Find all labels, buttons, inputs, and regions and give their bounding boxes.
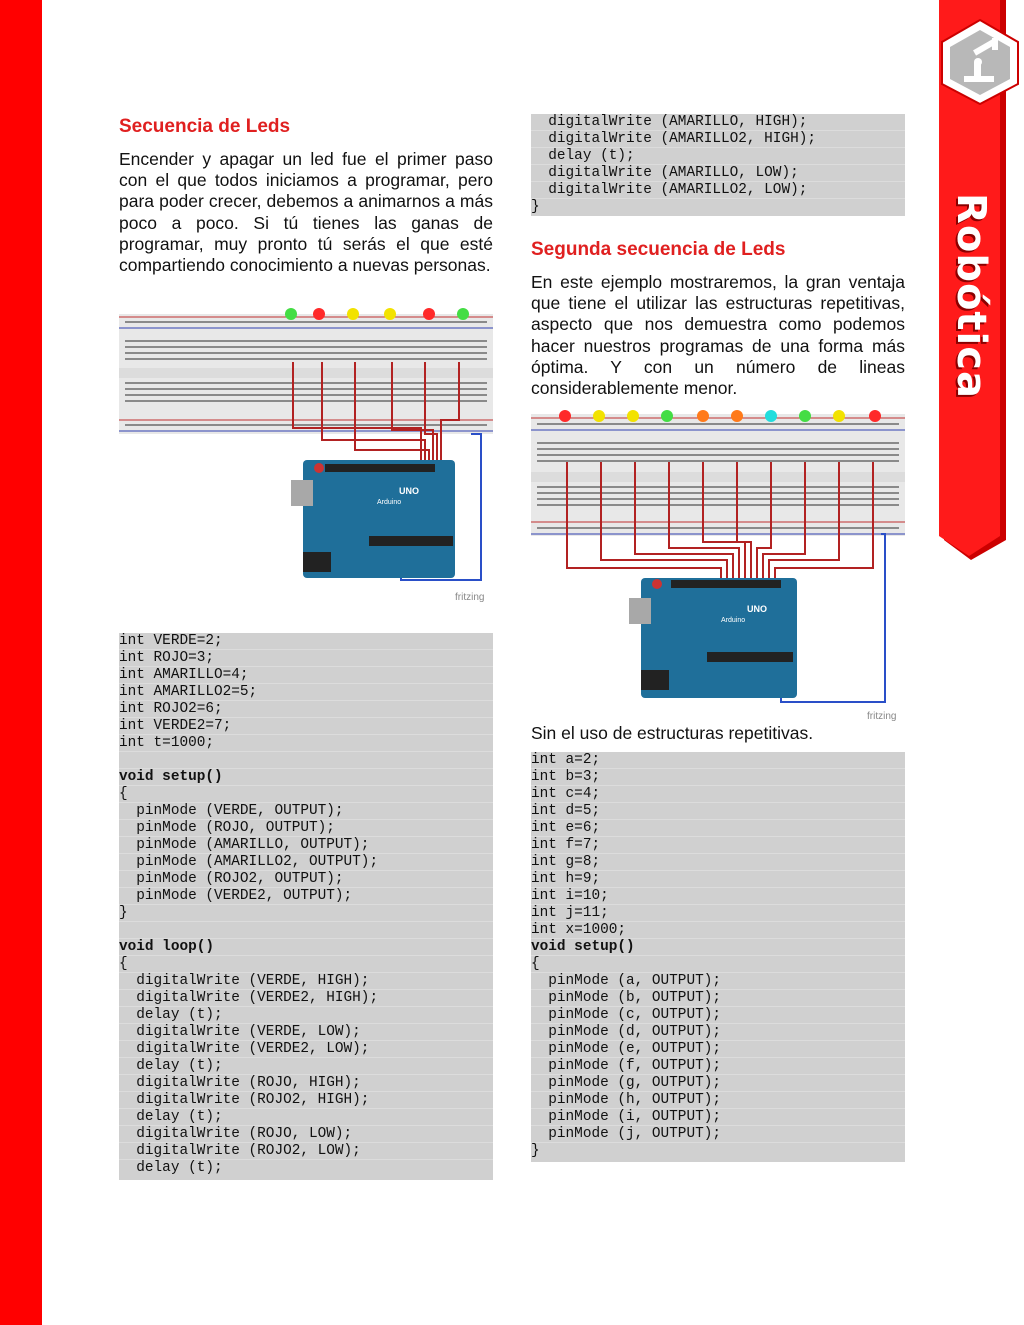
- code-line: pinMode (f, OUTPUT);: [531, 1058, 905, 1075]
- code-line: {: [119, 956, 493, 973]
- code-line: int ROJO2=6;: [119, 701, 493, 718]
- code-line: pinMode (AMARILLO2, OUTPUT);: [119, 854, 493, 871]
- board-model-label-2: UNO: [747, 604, 767, 614]
- code-line: pinMode (VERDE, OUTPUT);: [119, 803, 493, 820]
- code-line: int g=8;: [531, 854, 905, 871]
- code-line: digitalWrite (VERDE, HIGH);: [119, 973, 493, 990]
- left-paragraph: Encender y apagar un led fue el primer paso con el que todos iniciamos a programar, pero para poder crecer, debemos a animarnos a más poco a poco. Si tú tienes las ganas de programar, muy pronto tú serás el que esté compartiendo conocimiento a nuevas personas.: [119, 149, 493, 276]
- code-line: int VERDE=2;: [119, 633, 493, 650]
- code-line: int j=11;: [531, 905, 905, 922]
- code-line: digitalWrite (AMARILLO2, LOW);: [531, 182, 905, 199]
- fritzing-watermark: fritzing: [455, 592, 485, 603]
- code-line: int ROJO=3;: [119, 650, 493, 667]
- code-line: pinMode (h, OUTPUT);: [531, 1092, 905, 1109]
- robot-arm-icon: [938, 18, 1022, 106]
- code-line: int h=9;: [531, 871, 905, 888]
- code-line: pinMode (VERDE2, OUTPUT);: [119, 888, 493, 905]
- code-line: }: [531, 199, 540, 215]
- section-title: Robótica: [948, 193, 994, 399]
- code-line: digitalWrite (VERDE, LOW);: [119, 1024, 493, 1041]
- code-line: pinMode (e, OUTPUT);: [531, 1041, 905, 1058]
- code-line: }: [119, 905, 493, 922]
- code-line: [119, 752, 493, 769]
- code-line: delay (t);: [119, 1007, 493, 1024]
- code-line: pinMode (ROJO2, OUTPUT);: [119, 871, 493, 888]
- code-line: int f=7;: [531, 837, 905, 854]
- code-line: int AMARILLO=4;: [119, 667, 493, 684]
- code-line: int c=4;: [531, 786, 905, 803]
- code-line: pinMode (a, OUTPUT);: [531, 973, 905, 990]
- code-block-letter-pins: [531, 752, 905, 1162]
- circuit-diagram-ten-leds: [531, 402, 907, 724]
- right-paragraph: En este ejemplo mostraremos, la gran ventaja que tiene el utilizar las estructuras repetitivas, aspecto que nos demuestra como podemos hacer nuestros programas de una forma más óptima. Y con un número de lineas considerablemente menor.: [531, 272, 905, 399]
- code-line: digitalWrite (VERDE2, HIGH);: [119, 990, 493, 1007]
- code-line: delay (t);: [531, 148, 905, 165]
- code-line: pinMode (b, OUTPUT);: [531, 990, 905, 1007]
- board-brand-label-2: Arduino: [721, 617, 746, 624]
- code-line: int t=1000;: [119, 735, 493, 752]
- code-line: void setup(): [119, 769, 493, 786]
- code-line: delay (t);: [119, 1160, 223, 1176]
- code-line: delay (t);: [119, 1109, 493, 1126]
- code-line: digitalWrite (AMARILLO, HIGH);: [531, 114, 905, 131]
- code-line: pinMode (j, OUTPUT);: [531, 1126, 905, 1143]
- code-line: [119, 922, 493, 939]
- code-line: delay (t);: [119, 1058, 493, 1075]
- code-line: digitalWrite (AMARILLO, LOW);: [531, 165, 905, 182]
- code-caption: Sin el uso de estructuras repetitivas.: [531, 723, 814, 743]
- code-line: digitalWrite (ROJO2, LOW);: [119, 1143, 493, 1160]
- fritzing-watermark-2: fritzing: [867, 711, 897, 722]
- code-line: pinMode (c, OUTPUT);: [531, 1007, 905, 1024]
- code-line: int d=5;: [531, 803, 905, 820]
- code-line: pinMode (AMARILLO, OUTPUT);: [119, 837, 493, 854]
- circuit-diagram-six-leds: [119, 300, 495, 606]
- code-line: void setup(): [531, 939, 905, 956]
- code-line: pinMode (d, OUTPUT);: [531, 1024, 905, 1041]
- code-line: int a=2;: [531, 752, 905, 769]
- code-line: pinMode (g, OUTPUT);: [531, 1075, 905, 1092]
- code-line: digitalWrite (ROJO, LOW);: [119, 1126, 493, 1143]
- code-line: int x=1000;: [531, 922, 905, 939]
- board-model-label: UNO: [399, 486, 419, 496]
- code-line: digitalWrite (ROJO2, HIGH);: [119, 1092, 493, 1109]
- code-line: {: [531, 956, 905, 973]
- code-line: digitalWrite (ROJO, HIGH);: [119, 1075, 493, 1092]
- code-line: pinMode (ROJO, OUTPUT);: [119, 820, 493, 837]
- code-line: int AMARILLO2=5;: [119, 684, 493, 701]
- code-line: int b=3;: [531, 769, 905, 786]
- code-line: }: [531, 1143, 540, 1159]
- code-line: digitalWrite (AMARILLO2, HIGH);: [531, 131, 905, 148]
- board-brand-label: Arduino: [377, 499, 402, 506]
- code-block-loop-continuation: [531, 114, 905, 216]
- code-line: int i=10;: [531, 888, 905, 905]
- code-line: digitalWrite (VERDE2, LOW);: [119, 1041, 493, 1058]
- code-line: int VERDE2=7;: [119, 718, 493, 735]
- left-accent-bar: [0, 0, 42, 1325]
- code-line: {: [119, 786, 493, 803]
- code-line: pinMode (i, OUTPUT);: [531, 1109, 905, 1126]
- right-heading: Segunda secuencia de Leds: [531, 239, 786, 260]
- left-heading: Secuencia de Leds: [119, 116, 291, 137]
- code-block-led-sequence: [119, 633, 493, 1180]
- code-line: void loop(): [119, 939, 493, 956]
- code-line: int e=6;: [531, 820, 905, 837]
